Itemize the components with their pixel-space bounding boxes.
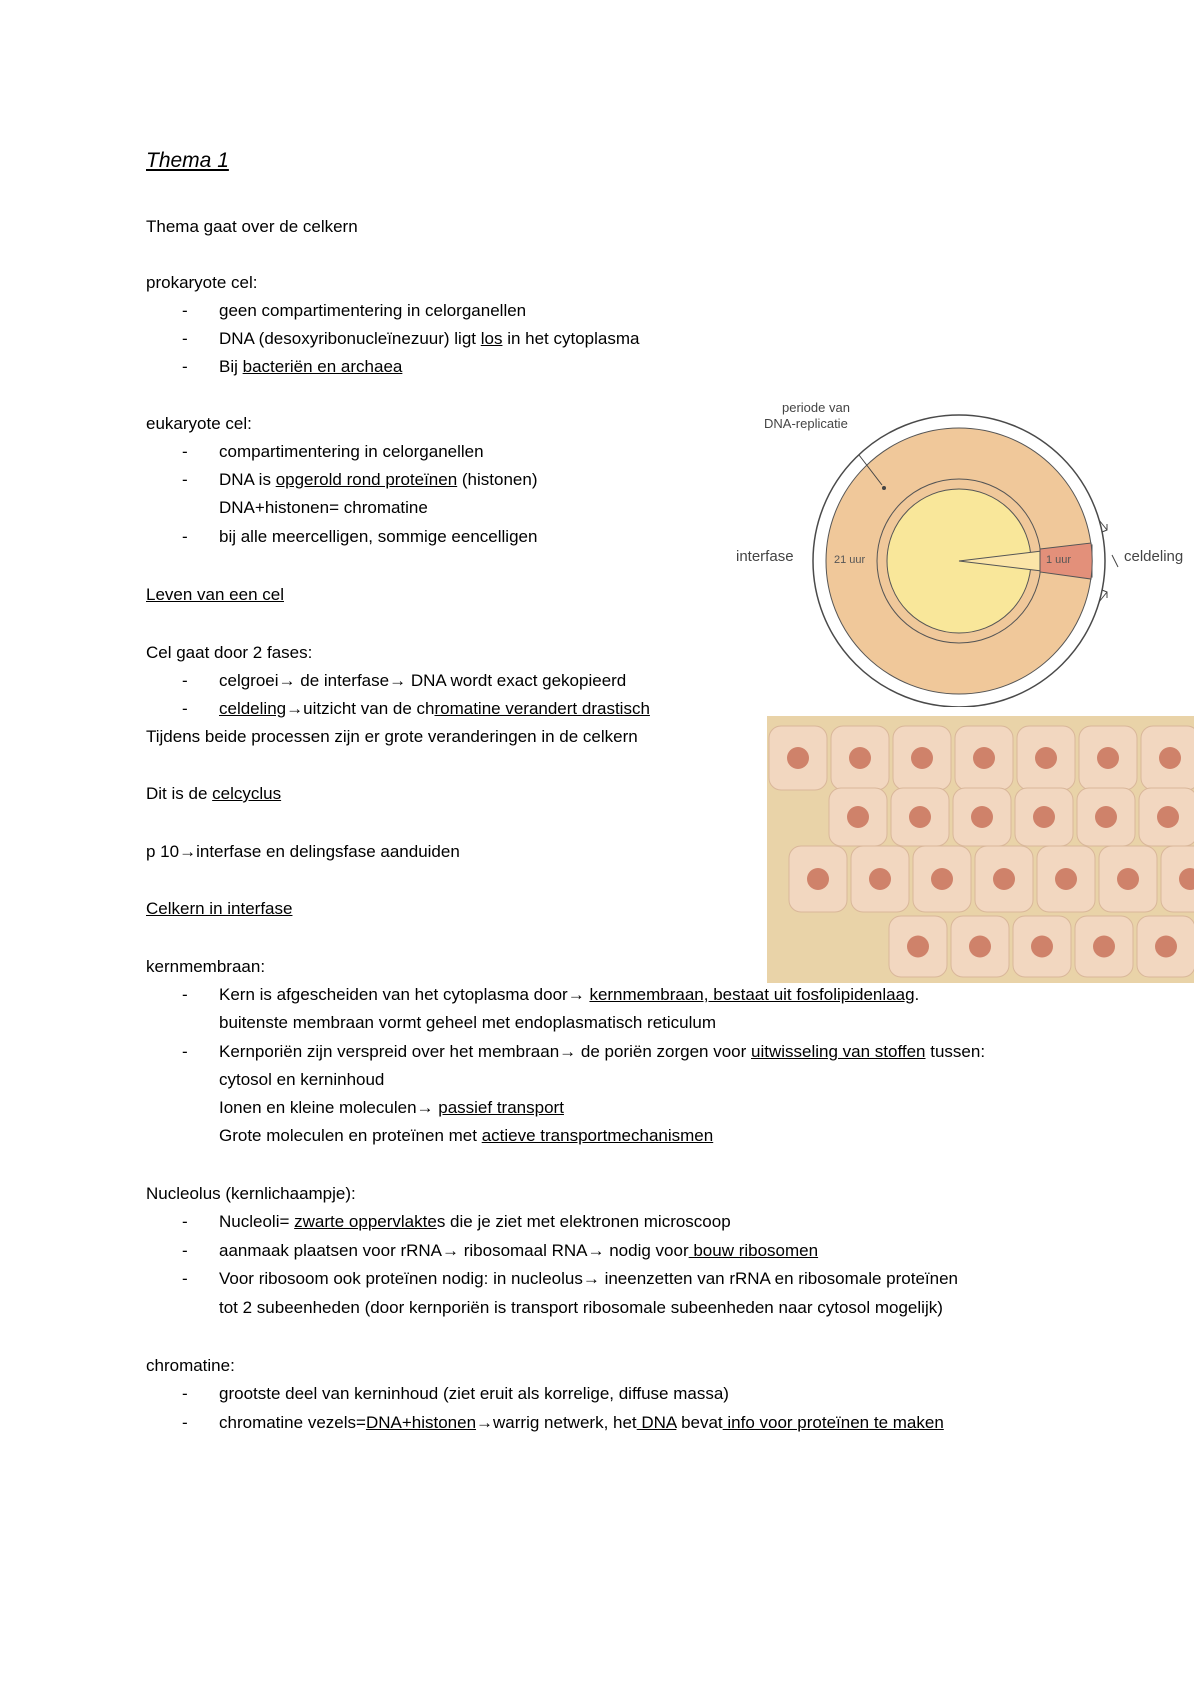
leven-intro: Cel gaat door 2 fases:	[146, 643, 313, 662]
section-heading-leven: Leven van een cel	[146, 585, 284, 604]
cell-nucleus	[1159, 747, 1181, 769]
list-item: - aanmaak plaatsen voor rRNA→ ribosomaal RNA→ nodig voor bouw ribosomen	[182, 1241, 819, 1260]
label-1-uur: 1 uur	[1046, 554, 1072, 566]
list-item: - DNA (desoxyribonucleïnezuur) ligt los in het cytoplasma	[182, 329, 640, 348]
nucleolus-heading: Nucleolus (kernlichaampje):	[146, 1184, 356, 1203]
cell-nucleus	[1093, 936, 1115, 958]
list-item: - celgroei→ de interfase→ DNA wordt exact gekopieerd	[182, 671, 627, 690]
cell-nucleus	[1095, 806, 1117, 828]
list-item-continuation: tot 2 subeenheden (door kernporiën is transport ribosomale subeenheden naar cytosol mogelijk)	[219, 1298, 943, 1317]
celcyclus-line: Dit is de celcyclus	[146, 784, 282, 803]
intro-text: Thema gaat over de celkern	[146, 217, 358, 236]
cell-nucleus	[1155, 936, 1177, 958]
p10-line: p 10→interfase en delingsfase aanduiden	[146, 842, 460, 861]
cell-nucleus	[969, 936, 991, 958]
cell-nucleus	[1035, 747, 1057, 769]
cell-nucleus	[847, 806, 869, 828]
cell-nucleus	[907, 936, 929, 958]
cell-nucleus	[849, 747, 871, 769]
list-item: - geen compartimentering in celorganellen	[182, 301, 527, 320]
cell-nucleus	[1033, 806, 1055, 828]
cell-nucleus	[971, 806, 993, 828]
page-title: Thema 1	[146, 149, 229, 172]
cell-nucleus	[1117, 868, 1139, 890]
onion-root-micrograph	[767, 716, 1194, 983]
list-item: - Kern is afgescheiden van het cytoplasma door→ kernmembraan, bestaat uit fosfolipidenlaag.	[182, 985, 920, 1004]
cell-nucleus	[1097, 747, 1119, 769]
list-item: - chromatine vezels=DNA+histonen→warrig netwerk, het DNA bevat info voor proteïnen te maken	[182, 1413, 944, 1432]
cell-nucleus	[1157, 806, 1179, 828]
kernmembraan-heading: kernmembraan:	[146, 957, 266, 976]
list-item-continuation: buitenste membraan vormt geheel met endoplasmatisch reticulum	[219, 1013, 717, 1032]
cell-cycle-diagram	[734, 395, 1200, 707]
list-item: - bij alle meercelligen, sommige eencelligen	[182, 527, 538, 546]
celdeling-pointer	[1112, 555, 1118, 567]
label-replicatie-1: periode van	[782, 400, 850, 415]
cell-nucleus	[993, 868, 1015, 890]
list-item-continuation: DNA+histonen= chromatine	[219, 498, 428, 517]
list-item-continuation: Grote moleculen en proteïnen met actieve transportmechanismen	[219, 1126, 714, 1145]
cell-nucleus	[931, 868, 953, 890]
section-heading-celkern: Celkern in interfase	[146, 899, 293, 918]
cell-nucleus	[973, 747, 995, 769]
list-item: - Voor ribosoom ook proteïnen nodig: in nucleolus→ ineenzetten van rRNA en ribosomale proteïnen	[182, 1269, 959, 1288]
label-replicatie-2: DNA-replicatie	[764, 416, 848, 431]
prokaryote-heading: prokaryote cel:	[146, 273, 258, 292]
cell-nucleus	[911, 747, 933, 769]
cell-nucleus	[1031, 936, 1053, 958]
chromatine-heading: chromatine:	[146, 1356, 235, 1375]
cell-nucleus	[787, 747, 809, 769]
list-item: - compartimentering in celorganellen	[182, 442, 484, 461]
cell-nucleus	[1055, 868, 1077, 890]
label-21-uur: 21 uur	[834, 554, 866, 566]
cell-nucleus	[869, 868, 891, 890]
eukaryote-heading: eukaryote cel:	[146, 414, 252, 433]
label-interfase: interfase	[736, 548, 794, 565]
list-item: - grootste deel van kerninhoud (ziet eruit als korrelige, diffuse massa)	[182, 1384, 729, 1403]
list-item: - Kernporiën zijn verspreid over het membraan→ de poriën zorgen voor uitwisseling van stoffen tussen:	[182, 1042, 986, 1061]
list-item: - celdeling→uitzicht van de chromatine verandert drastisch	[182, 699, 650, 718]
pointer-dot	[882, 486, 886, 490]
list-item-continuation: cytosol en kerninhoud	[219, 1070, 385, 1089]
leven-after: Tijdens beide processen zijn er grote veranderingen in de celkern	[146, 727, 638, 746]
list-item: - DNA is opgerold rond proteïnen (histonen)	[182, 470, 538, 489]
list-item: - Nucleoli= zwarte oppervlaktes die je ziet met elektronen microscoop	[182, 1212, 731, 1231]
cell-nucleus	[807, 868, 829, 890]
list-item: - Bij bacteriën en archaea	[182, 357, 403, 376]
cell-nucleus	[909, 806, 931, 828]
label-celdeling: celdeling	[1124, 548, 1184, 565]
list-item-continuation: Ionen en kleine moleculen→ passief transport	[219, 1098, 564, 1117]
